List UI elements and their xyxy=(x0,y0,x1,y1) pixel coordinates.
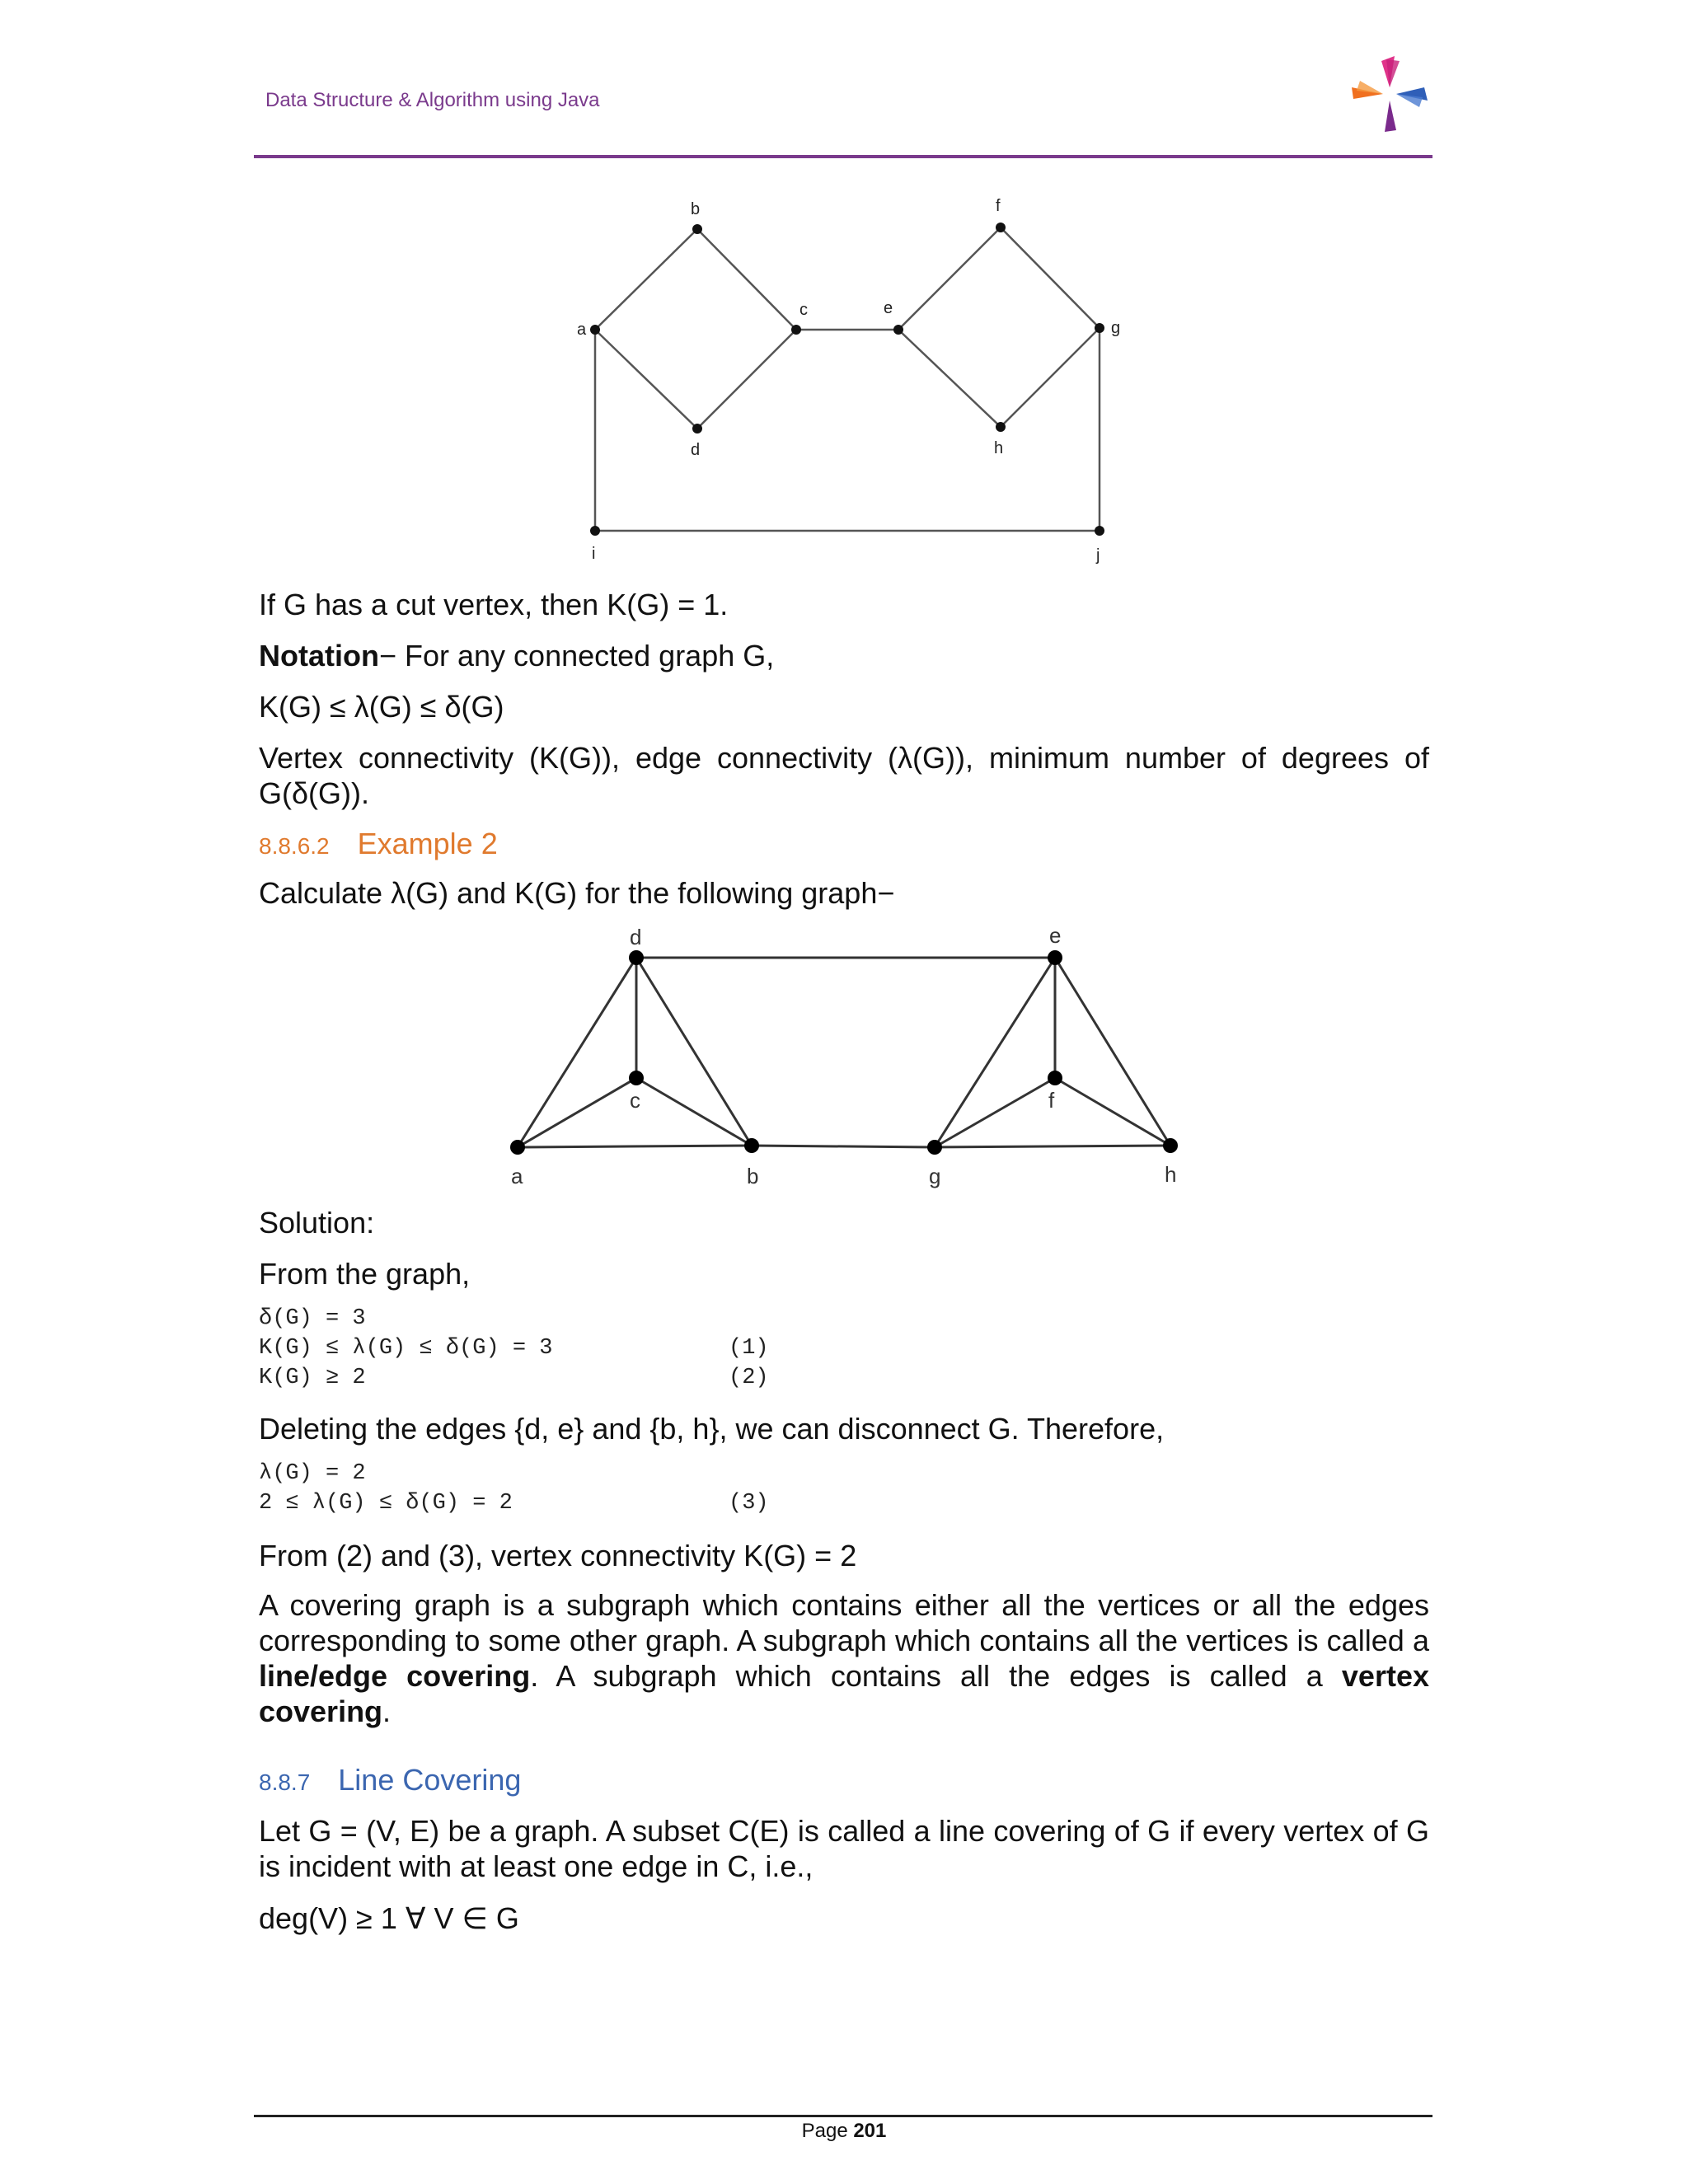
graph-diagram-2 xyxy=(495,923,1203,1195)
edge-a-c xyxy=(518,1078,636,1147)
page-label: Page xyxy=(801,2120,854,2142)
vertex-e xyxy=(1048,950,1062,965)
vertex-label-c: c xyxy=(799,301,808,319)
edge-f-g xyxy=(1001,227,1100,328)
edge-g-f xyxy=(935,1078,1055,1147)
edge-g-e xyxy=(935,958,1055,1147)
edge-c-d xyxy=(697,330,796,429)
vertex-label-h: h xyxy=(1165,1162,1177,1187)
vertex-label-a: a xyxy=(511,1164,523,1188)
vertex-label-d: d xyxy=(691,441,701,459)
vertex-g xyxy=(1095,323,1104,333)
derivation-block-1 xyxy=(259,1304,769,1393)
section-number: 8.8.6.2 xyxy=(259,833,330,859)
from-graph-line: From the graph, xyxy=(259,1257,471,1291)
notation-text: − For any connected graph G, xyxy=(378,639,775,673)
connectivity-definition: Vertex connectivity (K(G)), edge connectivity (λ(G)), minimum number of degrees of G(δ(G)). xyxy=(259,741,1429,810)
graph-diagram-1 xyxy=(560,190,1154,577)
vertex-a xyxy=(510,1140,525,1155)
notation-line xyxy=(259,638,774,673)
cut-vertex-statement: If G has a cut vertex, then K(G) = 1. xyxy=(259,588,729,621)
page-number: 201 xyxy=(853,2120,887,2142)
edge-g-h xyxy=(1001,328,1100,427)
code-line: λ(G) = 2 xyxy=(259,1461,366,1486)
code-line: 2 ≤ λ(G) ≤ δ(G) = 2 (3) xyxy=(259,1488,513,1518)
degree-formula: deg(V) ≥ 1 ∀ V ∈ G xyxy=(259,1901,519,1935)
example-prompt: Calculate λ(G) and K(G) for the following graph− xyxy=(259,876,895,910)
vertex-d xyxy=(629,950,644,965)
vertex-label-b: b xyxy=(691,200,701,218)
publisher-logo xyxy=(1343,51,1436,137)
edge-c-b xyxy=(636,1078,752,1146)
footer-divider xyxy=(254,2115,1432,2117)
section-title: Line Covering xyxy=(338,1763,522,1797)
vertex-label-i: i xyxy=(592,545,596,563)
conclusion-line: From (2) and (3), vertex connectivity K(G) = 2 xyxy=(259,1539,857,1572)
derivation-block-2 xyxy=(259,1459,769,1518)
edge-a-d xyxy=(518,958,636,1147)
deleting-edges-line: Deleting the edges {d, e} and {b, h}, we can disconnect G. Therefore, xyxy=(259,1412,1165,1446)
edge-e-f xyxy=(898,227,1001,330)
vertex-label-e: e xyxy=(1049,923,1062,948)
edge-a-b xyxy=(518,1146,752,1147)
vertex-b xyxy=(744,1138,759,1153)
vertex-h xyxy=(996,422,1006,432)
vertex-h xyxy=(1163,1138,1178,1153)
edge-a-b xyxy=(595,229,697,330)
vertex-c xyxy=(791,325,801,335)
section-title: Example 2 xyxy=(357,827,498,860)
vertex-label-b: b xyxy=(747,1164,759,1188)
term-vertex-covering: vertex covering xyxy=(259,1659,1429,1728)
inequality-line: K(G) ≤ λ(G) ≤ δ(G) xyxy=(259,690,504,724)
term-line-edge-covering: line/edge covering xyxy=(259,1659,531,1693)
vertex-label-j: j xyxy=(1096,546,1100,565)
edge-e-h xyxy=(1055,958,1170,1146)
page-number-footer xyxy=(0,2120,1688,2143)
edge-b-g xyxy=(752,1146,935,1147)
line-covering-definition: Let G = (V, E) be a graph. A subset C(E) is called a line covering of G if every vertex of G is incident with at least one edge in C, i.e., xyxy=(259,1814,1429,1883)
code-line: δ(G) = 3 xyxy=(259,1306,366,1331)
section-heading-line-covering xyxy=(259,1762,521,1800)
section-number: 8.8.7 xyxy=(259,1769,311,1795)
edge-d-b xyxy=(636,958,752,1146)
covering-graph-paragraph: A covering graph is a subgraph which contains either all the vertices or all the edges corresponding to some other graph. A subgraph which contains all the vertices is called a line/edge covering. A subgraph which contains all the edges is called a vertex covering. xyxy=(259,1588,1429,1728)
vertex-label-g: g xyxy=(929,1164,941,1188)
vertex-label-h: h xyxy=(994,439,1004,457)
vertex-f xyxy=(1048,1071,1062,1085)
edge-g-h xyxy=(935,1146,1170,1147)
vertex-label-a: a xyxy=(577,321,587,339)
vertex-f xyxy=(996,223,1006,232)
code-line: K(G) ≤ λ(G) ≤ δ(G) = 3 (1) xyxy=(259,1333,552,1363)
vertex-a xyxy=(590,325,600,335)
header-divider xyxy=(254,155,1432,158)
section-heading-example-2 xyxy=(259,826,498,864)
vertex-label-f: f xyxy=(1048,1088,1055,1113)
edge-d-a xyxy=(595,330,697,429)
vertex-b xyxy=(692,224,702,234)
edge-h-e xyxy=(898,330,1001,427)
vertex-label-f: f xyxy=(996,197,1001,215)
vertex-label-g: g xyxy=(1111,319,1121,337)
solution-label: Solution: xyxy=(259,1206,375,1240)
vertex-g xyxy=(927,1140,942,1155)
vertex-c xyxy=(629,1071,644,1085)
equation-ref: (2) xyxy=(729,1366,769,1390)
vertex-d xyxy=(692,424,702,434)
equation-ref: (1) xyxy=(729,1336,769,1361)
equation-ref: (3) xyxy=(729,1491,769,1516)
vertex-label-e: e xyxy=(884,299,893,317)
edge-f-h xyxy=(1055,1078,1170,1146)
vertex-e xyxy=(893,325,903,335)
edge-b-c xyxy=(697,229,796,330)
code-line: K(G) ≥ 2 (2) xyxy=(259,1363,552,1393)
vertex-j xyxy=(1095,526,1104,536)
document-header-title: Data Structure & Algorithm using Java xyxy=(265,89,600,111)
notation-label: Notation xyxy=(259,639,379,673)
vertex-label-c: c xyxy=(630,1088,640,1113)
vertex-i xyxy=(590,526,600,536)
vertex-label-d: d xyxy=(630,925,642,949)
